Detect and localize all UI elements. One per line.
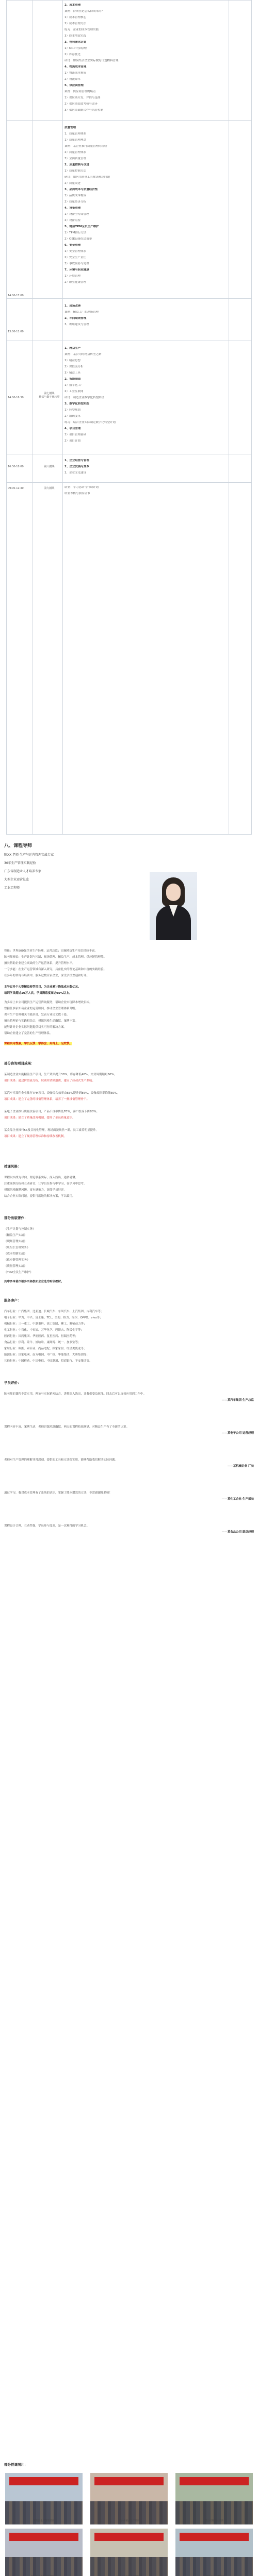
schedule-line: 结业考核与颁发证书 bbox=[64, 492, 90, 495]
schedule-line: 研讨：如何用质量工具解决现场问题 bbox=[64, 176, 110, 179]
schedule-line: 2）职业健康管理 bbox=[64, 281, 86, 284]
row-time: 14:00-16:30 bbox=[8, 396, 24, 399]
client-line: 其他行业：中国移动、中国电信、中国联通、招商银行、平安集团等。 bbox=[4, 1360, 92, 1363]
result-line: 某电子企业推行质量改善项目，产品不良率降低70%，客户投诉下降80%。 bbox=[4, 1110, 99, 1113]
feedback-list bbox=[4, 1391, 254, 2452]
lecturer-tag: 工业工程师 bbox=[4, 886, 20, 890]
lecturer-highlight bbox=[4, 1041, 254, 1047]
schedule-line: 2）安全生产责任 bbox=[64, 256, 86, 259]
schedule-line: 案例：供应商管理的痛点 bbox=[64, 90, 96, 93]
gallery-title: 部分授课图片： bbox=[4, 2463, 28, 2467]
book-line: 《精益生产实战》 bbox=[4, 1234, 27, 1237]
schedule-line: 3、数字化转型实践 bbox=[64, 402, 89, 405]
row-topic: 第八模块 bbox=[44, 465, 55, 468]
row-time: 14:00-17:00 bbox=[8, 294, 24, 297]
result-line: 某汽车零部件企业推行TPM项目，设备综合效率由65%提升到85%，设备故障率降低60%。 bbox=[4, 1092, 120, 1095]
banner bbox=[9, 2533, 78, 2541]
schedule-line: 2）工业互联网 bbox=[64, 390, 84, 393]
schedule-row-2 bbox=[64, 126, 219, 287]
clients-list bbox=[4, 1309, 254, 1364]
schedule-line: 2、智能制造 bbox=[64, 378, 81, 381]
style-line: 授课风格幽默风趣，富有感染力，深受学员好评。 bbox=[4, 1189, 67, 1192]
schedule-line: 2）项目计划 bbox=[64, 439, 80, 443]
schedule-line: 2）OEE设备综合效率 bbox=[64, 238, 92, 241]
schedule-line: 2）质量经济分析 bbox=[64, 200, 86, 204]
client-line: 化工行业：中石化、中石油、万华化学、巴斯夫、陶氏化学等； bbox=[4, 1329, 84, 1332]
schedule-line: 1、精益生产 bbox=[64, 347, 81, 350]
style-list bbox=[4, 1175, 254, 1199]
row-time: 16:30-18:00 bbox=[8, 465, 24, 468]
style-title: 授课风格： bbox=[4, 1164, 21, 1168]
style-line: 课程以实战为导向，理论联系实际，深入浅出，通俗易懂。 bbox=[4, 1176, 78, 1179]
gallery-photo bbox=[5, 2473, 83, 2524]
lecturer-achievements bbox=[4, 984, 254, 996]
schedule-line: 2）成本管理方法 bbox=[64, 22, 86, 25]
achievement-red: 主导过多个大型精益转型项目，为企业累计降低成本数亿元。 bbox=[4, 986, 81, 989]
client-line: 食品行业：伊利、蒙牛、娃哈哈、康师傅、统一、加多宝等； bbox=[4, 1341, 81, 1344]
schedule-line: 1）环境管理 bbox=[64, 275, 80, 278]
book-line: 《供应链管理实务》 bbox=[4, 1259, 30, 1262]
bio-line: 一专多能：在生产运营领域有深入研究，具备扎实的理论基础和丰富的实践经验。 bbox=[4, 968, 107, 971]
schedule-line: 结业：学习总结与行动计划 bbox=[64, 486, 99, 489]
schedule-line: 3、班组建设与管理 bbox=[64, 323, 89, 326]
schedule-line: 1）质量控制方法 bbox=[64, 170, 86, 173]
achievement-line: 擅长将理论与实践相结合，授课风格生动幽默，案例丰富。 bbox=[4, 1020, 78, 1023]
lecturer-name: 陈XX 老师 生产与运营管理实战专家 bbox=[4, 853, 54, 857]
schedule-line: 2）价值流分析 bbox=[64, 365, 84, 368]
book-line: 《生产计划与控制实务》 bbox=[4, 1228, 36, 1231]
schedule-line: 4、项目管理 bbox=[64, 427, 81, 430]
schedule-line: 练习：企业的成本管理实践 bbox=[64, 28, 99, 31]
schedule-line: 6、安全管理 bbox=[64, 244, 81, 247]
schedule-line: 1）设备全寿命管理 bbox=[64, 213, 89, 216]
gallery-caption: 某集团生产管理培训 bbox=[33, 2520, 55, 2523]
schedule-line: 案例：特斯拉是怎么降成本的？ bbox=[64, 10, 105, 13]
schedule-line: 2）库存优化 bbox=[64, 53, 80, 56]
schedule-line: 3）事故预防与处理 bbox=[64, 262, 89, 265]
schedule-line: 3）全面质量管理 bbox=[64, 157, 86, 160]
bio-line: 陈老师擅长：生产计划与控制、现场管理、精益生产、成本管理、供应链管理等。 bbox=[4, 956, 107, 959]
schedule-line: 案例：某企业推行质量管理的经验 bbox=[64, 145, 107, 148]
schedule-row-3 bbox=[64, 304, 219, 329]
book-line: 《TPM全员生产维护》 bbox=[4, 1271, 33, 1274]
schedule-line: 1）TPM推行方法 bbox=[64, 231, 87, 234]
bio-line: 在多年的咨询与培训中，服务过数百家企业，深受学员欢迎和好评。 bbox=[4, 974, 90, 977]
banner bbox=[180, 2477, 249, 2485]
schedule-line: 1、质量管理体系 bbox=[64, 132, 86, 135]
feedback-sign: ——某机械企业 厂长 bbox=[227, 1465, 254, 1468]
gallery-caption: 某企业精益生产培训 bbox=[118, 2520, 140, 2523]
schedule-line: 2、成本管理 bbox=[64, 4, 81, 7]
schedule-line: 研讨：如何结合企业实际做好计划物料管理 bbox=[64, 59, 119, 62]
schedule-line: 案例：精益工厂的现场管理 bbox=[64, 311, 99, 314]
schedule-line: 2）组织变革 bbox=[64, 415, 80, 418]
schedule-line: 2）设备点检 bbox=[64, 219, 80, 222]
lecturer-tag: 大型企业运营总监 bbox=[4, 878, 29, 882]
bio-line: 擅长帮助企业建立高效的生产运营体系，提升管理水平。 bbox=[4, 962, 75, 965]
client-line: 医药行业：国药集团、华润医药、复星医药、恒瑞医药等； bbox=[4, 1335, 78, 1338]
row-topic: 第九模块 bbox=[44, 487, 55, 490]
schedule-line: 3、物料需求计划 bbox=[64, 41, 87, 44]
schedule-line: 1、企业经营与管理 bbox=[64, 459, 89, 462]
books-list bbox=[4, 1226, 254, 1276]
gallery-photo bbox=[90, 2529, 168, 2576]
achievement-line: 为多家上市公司提供生产运营咨询服务，帮助企业实现降本增效目标。 bbox=[4, 1001, 92, 1004]
schedule-line: 1）成本管理核心 bbox=[64, 16, 86, 19]
schedule-line: 1）MRP计算原理 bbox=[64, 47, 87, 50]
row-time: 13:00-11:00 bbox=[8, 330, 24, 333]
audience bbox=[90, 2557, 168, 2576]
feedback-sign: ——某电子公司 运营经理 bbox=[221, 1432, 254, 1435]
result-line: 项目成果：建立了完善的设备管理体系，培养了一批设备管理骨干。 bbox=[4, 1098, 90, 1101]
schedule-line: 1、现场改善 bbox=[64, 304, 81, 308]
schedule-table bbox=[6, 0, 252, 835]
feedback-sign: ——某化工企业 生产部长 bbox=[221, 1498, 254, 1501]
feedback-title: 学员评价： bbox=[4, 1381, 21, 1385]
schedule-line: 案例：某公司的精益转型之路 bbox=[64, 353, 102, 356]
schedule-line: 1）数字化工厂 bbox=[64, 384, 84, 387]
feedback-sign: ——某食品公司 副总经理 bbox=[221, 1531, 254, 1534]
result-line: 项目成果：通过价值流分析，识别并消除浪费，建立了拉动式生产系统。 bbox=[4, 1079, 95, 1082]
books-title: 部分出版著作： bbox=[4, 1216, 28, 1220]
client-line: 机械行业：三一重工、中联重科、徐工集团、柳工、潍柴动力等； bbox=[4, 1323, 87, 1326]
schedule-line: 2、质量控制与改进 bbox=[64, 163, 89, 166]
row-time: 09:00-11:30 bbox=[8, 487, 24, 490]
schedule-line: 3）精益工具 bbox=[64, 371, 80, 375]
schedule-line: 质量管理 bbox=[64, 126, 76, 129]
feedback-sign: ——某汽车集团 生产总监 bbox=[221, 1399, 254, 1402]
result-line: 某食品企业推行5S及目视化管理，现场面貌焕然一新，员工素养明显提升。 bbox=[4, 1129, 99, 1132]
achievement-line: 著有生产管理相关书籍多部，发表专业论文数十篇。 bbox=[4, 1013, 70, 1016]
schedule-line: 5、供应商管理 bbox=[64, 84, 84, 87]
lecturer-tag: 广东省制造业人才培养专家 bbox=[4, 870, 42, 873]
result-line: 项目成果：建立了现场管理标准和持续改善机制。 bbox=[4, 1135, 67, 1138]
schedule-line: 1）精益思想 bbox=[64, 359, 80, 362]
book-line: 《成本控制实战》 bbox=[4, 1252, 27, 1256]
book-line: 《现场管理实战》 bbox=[4, 1240, 27, 1243]
schedule-line: 2）供应商绩效考核与改善 bbox=[64, 103, 98, 106]
schedule-row-1 bbox=[64, 4, 219, 115]
achievement-line: 帮助企业建立了完善的生产管理体系。 bbox=[4, 1032, 53, 1035]
feedback-text: 老师对生产管理的理解非常深刻，提供的工具和方法很实用，能够帮助我们解决实际问题。 bbox=[4, 1459, 118, 1462]
section-title: 八、课程导师 bbox=[4, 843, 33, 849]
schedule-line: 7、环境与职业健康 bbox=[64, 268, 89, 272]
gallery-photo bbox=[175, 2473, 253, 2524]
banner bbox=[94, 2533, 164, 2541]
banner bbox=[94, 2477, 164, 2485]
row-topic: 第七模块 精益与数字化转型 bbox=[39, 392, 60, 399]
client-line: 能源行业：国家电网、南方电网、中广核、华能集团、大唐集团等； bbox=[4, 1353, 90, 1357]
row-divider bbox=[7, 120, 251, 121]
row-divider bbox=[7, 482, 251, 483]
audience bbox=[175, 2557, 253, 2576]
schedule-line: 练习：结合企业实际制定数字化转型计划 bbox=[64, 421, 116, 424]
highlight-text: 课程实用性强，学员反馈：学得会、用得上、见效快。 bbox=[4, 1042, 73, 1045]
style-line: 结合企业实际问题，提供可落地的解决方案，学以致用。 bbox=[4, 1195, 75, 1198]
schedule-line: 1）项目管理基础 bbox=[64, 433, 86, 436]
schedule-line: 3）供应商战略合作与风险控制 bbox=[64, 109, 104, 112]
results-list bbox=[4, 1072, 254, 1146]
schedule-line: 1）安全管理体系 bbox=[64, 250, 86, 253]
schedule-line: 2）质量管理体系 bbox=[64, 151, 86, 154]
achievement-line: 曾担任多家知名企业的运营顾问，推动企业管理体系升级。 bbox=[4, 1007, 78, 1010]
style-line: 注重案例分析和互动研讨，让学员在参与中学习，在学习中思考。 bbox=[4, 1182, 87, 1185]
result-line: 某制造企业实施精益生产项目，生产效率提升30%，库存降低40%，交付周期缩短50%。 bbox=[4, 1073, 117, 1076]
schedule-line: 1）物流成本构成 bbox=[64, 72, 86, 75]
schedule-line: 4、物流成本管理 bbox=[64, 65, 87, 69]
schedule-row-4 bbox=[64, 347, 219, 446]
gallery-caption: 某公司班组长培训 bbox=[205, 2520, 223, 2523]
schedule-line: 3、品质成本与质量经济性 bbox=[64, 188, 98, 191]
achievement-line: 能够针对企业实际问题提供切实可行的解决方案。 bbox=[4, 1026, 67, 1029]
schedule-line: 5、精益TPM全员生产维护 bbox=[64, 225, 99, 228]
schedule-line: 1）质量管理理念 bbox=[64, 139, 86, 142]
books-note bbox=[4, 1279, 254, 1285]
gallery-photo bbox=[90, 2473, 168, 2524]
book-line: 《质量管理实战》 bbox=[4, 1265, 27, 1268]
feedback-text: 陈老师的课程非常实用，理论与实际紧密结合，讲解深入浅出，让我们受益匪浅。回去后可以直接应用到工作中。 bbox=[4, 1393, 147, 1396]
schedule-line: 研讨：制造企业数字化转型路径 bbox=[64, 396, 105, 399]
banner bbox=[180, 2533, 249, 2541]
audience bbox=[5, 2557, 83, 2576]
bio-line: 曾任：世界500强企业生产经理、运营总监；实施精益生产项目经验丰富。 bbox=[4, 950, 98, 953]
schedule-line: 3、企业文化建设 bbox=[64, 471, 86, 474]
schedule-line: 2、车间绩效管理 bbox=[64, 317, 87, 320]
schedule-line: 2、企业发展与变革 bbox=[64, 465, 89, 468]
schedule-line: 4、设备管理 bbox=[64, 207, 81, 210]
schedule-row-5 bbox=[64, 459, 219, 478]
results-title: 部分咨询项目成果： bbox=[4, 1061, 35, 1065]
books-red-note: 其中多本著作被多所高校和企业选为培训教材。 bbox=[4, 1280, 64, 1283]
client-line: 电子行业：华为、中兴、富士康、TCL、美的、格力、海尔、OPPO、vivo等； bbox=[4, 1316, 103, 1319]
lecturer-achievements-body bbox=[4, 999, 254, 1037]
book-line: 《班组长管理实务》 bbox=[4, 1246, 30, 1249]
table-divider bbox=[62, 1, 63, 834]
schedule-line: 2）质量改进 bbox=[64, 182, 80, 185]
banner bbox=[9, 2477, 78, 2485]
feedback-text: 通过学习，我对成本管理有了系统的认识，掌握了降本增效的方法，非常感谢陈老师！ bbox=[4, 1492, 112, 1495]
schedule-line: 2）物流降本 bbox=[64, 78, 80, 81]
schedule-line: 1）品质成本构成 bbox=[64, 194, 86, 197]
schedule-line: 1）供应商开发、评估与选择 bbox=[64, 96, 101, 99]
schedule-line: 3）降本增效实践 bbox=[64, 35, 86, 38]
feedback-text: 课程设计合理，互动性强，学员参与度高，是一次难得的学习机会。 bbox=[4, 1524, 90, 1528]
clients-title: 服务客户： bbox=[4, 1298, 21, 1302]
gallery-photo bbox=[5, 2529, 83, 2576]
schedule-line: 1）转型规划 bbox=[64, 409, 80, 412]
client-line: 家居行业：欧派、索菲亚、尚品宅配、顾家家居、红星美凯龙等； bbox=[4, 1347, 87, 1350]
lecturer-bio bbox=[4, 948, 254, 979]
result-line: 项目成果：建立了质量改善机制，提升了全员质量意识。 bbox=[4, 1116, 75, 1120]
feedback-text: 课程内容丰富，案例生动，老师讲课风趣幽默，两天的课程收获满满，对精益生产有了全新的认识。 bbox=[4, 1426, 130, 1429]
lecturer-tag: 30年生产管理实践经验 bbox=[4, 861, 36, 865]
row-divider bbox=[7, 298, 251, 299]
client-line: 汽车行业：广汽集团、比亚迪、长城汽车、东风汽车、上汽集团、吉利汽车等； bbox=[4, 1310, 104, 1313]
achievement-red: 培训学员超过10万人次，学员满意度高达95%以上。 bbox=[4, 992, 72, 995]
schedule-row-6 bbox=[64, 486, 219, 498]
gallery-photo bbox=[175, 2529, 253, 2576]
lecturer-photo bbox=[150, 872, 197, 940]
